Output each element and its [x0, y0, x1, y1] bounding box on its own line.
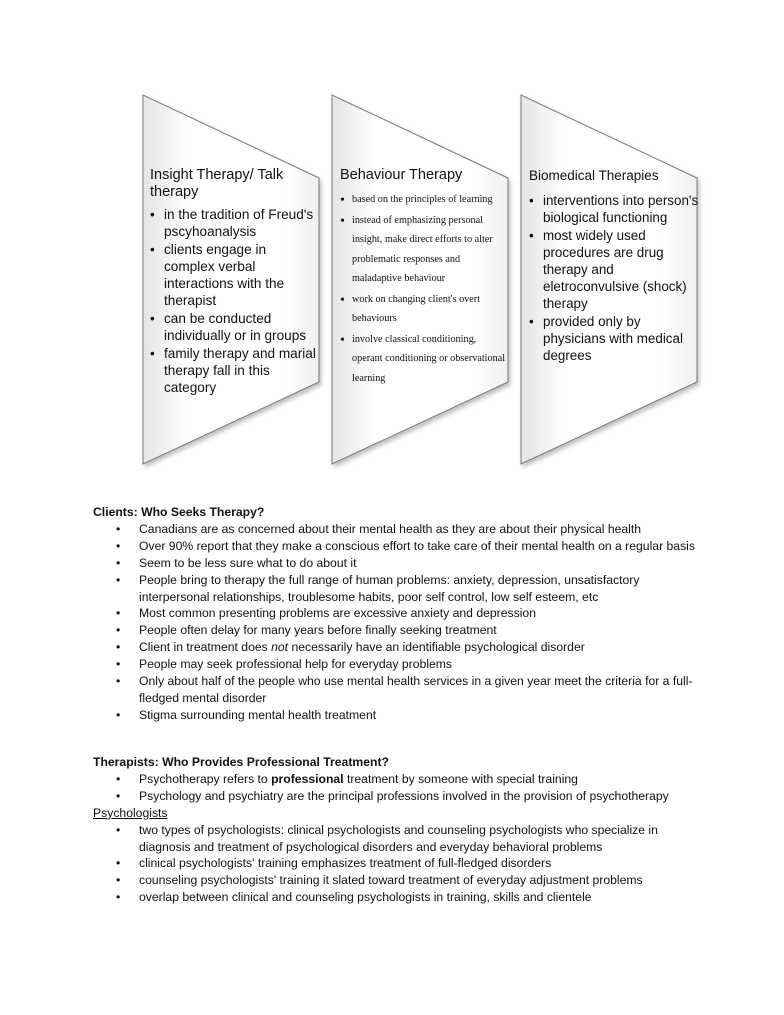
- card-title: Biomedical Therapies: [529, 168, 659, 183]
- card-insight-therapy: [150, 167, 318, 397]
- bold-text: professional: [271, 771, 344, 786]
- card-item: • most widely used procedures are drug therapy and eletroconvulsive (shock) therapy: [529, 227, 699, 312]
- list-item: • two types of psychologists: clinical psychologists and counseling psychologists who specialize in diagnosis and treatment of psychological disorders and everyday behavioral problems: [93, 822, 703, 856]
- clients-section: [93, 504, 703, 724]
- card-item: • work on changing client's overt behaviours: [340, 290, 508, 329]
- list-item: • Stigma surrounding mental health treatment: [93, 707, 703, 724]
- list-item: • Psychology and psychiatry are the principal professions involved in the provision of psychotherapy: [93, 788, 703, 805]
- section-heading: Therapists: Who Provides Professional Treatment?: [93, 755, 389, 769]
- text-run: necessarily have an identifiable psychological disorder: [288, 640, 585, 655]
- card-item: • family therapy and marial therapy fall in this category: [150, 345, 318, 396]
- emphasis-text: not: [271, 640, 289, 655]
- list-item: • People may seek professional help for everyday problems: [93, 656, 703, 673]
- card-behaviour-therapy: [340, 167, 508, 389]
- card-item: • in the tradition of Freud's pscyhoanalysis: [150, 206, 318, 240]
- card-title: Behaviour Therapy: [340, 167, 463, 183]
- card-item: • clients engage in complex verbal interactions with the therapist: [150, 241, 318, 309]
- card-title: Insight Therapy/ Talk therapy: [150, 167, 284, 200]
- card-item: • instead of emphasizing personal insight, make direct efforts to alter problematic responses and maladaptive behaviour: [340, 211, 508, 289]
- card-item: • involve classical conditioning, operant conditioning or observational learning: [340, 330, 508, 389]
- list-item: • overlap between clinical and counseling psychologists in training, skills and clientele: [93, 889, 703, 906]
- list-item: • Seem to be less sure what to do about it: [93, 555, 703, 572]
- card-item: • based on the principles of learning: [340, 190, 508, 210]
- list-item: • counseling psychologists' training it slated toward treatment of everyday adjustment problems: [93, 872, 703, 889]
- card-item: • provided only by physicians with medical degrees: [529, 313, 699, 364]
- subheading-psychologists: Psychologists: [93, 805, 168, 820]
- text-run: treatment by someone with special training: [343, 771, 578, 786]
- card-biomedical-therapies: [529, 167, 699, 365]
- list-item: • Over 90% report that they make a conscious effort to take care of their mental health on a regular basis: [93, 538, 703, 555]
- list-item: • clinical psychologists' training emphasizes treatment of full-fledged disorders: [93, 855, 703, 872]
- list-item: [93, 639, 703, 656]
- therapists-section: [93, 754, 703, 906]
- list-item: [93, 771, 703, 788]
- text-run: Psychotherapy refers to: [139, 771, 272, 786]
- list-item: • People bring to therapy the full range of human problems: anxiety, depression, unsatisfactory interpersonal relationships, troublesome habits, poor self control, low self esteem, etc: [93, 572, 703, 606]
- list-item: • Only about half of the people who use mental health services in a given year meet the criteria for a full-fledged mental disorder: [93, 673, 703, 707]
- list-item: • People often delay for many years before finally seeking treatment: [93, 622, 703, 639]
- text-run: Client in treatment does: [139, 640, 272, 655]
- card-item: • can be conducted individually or in groups: [150, 310, 318, 344]
- therapy-types-diagram: [0, 0, 784, 480]
- list-item: • Canadians are as concerned about their mental health as they are about their physical health: [93, 521, 703, 538]
- section-heading: Clients: Who Seeks Therapy?: [93, 505, 265, 519]
- card-item: • interventions into person's biological functioning: [529, 192, 699, 226]
- list-item: • Most common presenting problems are excessive anxiety and depression: [93, 605, 703, 622]
